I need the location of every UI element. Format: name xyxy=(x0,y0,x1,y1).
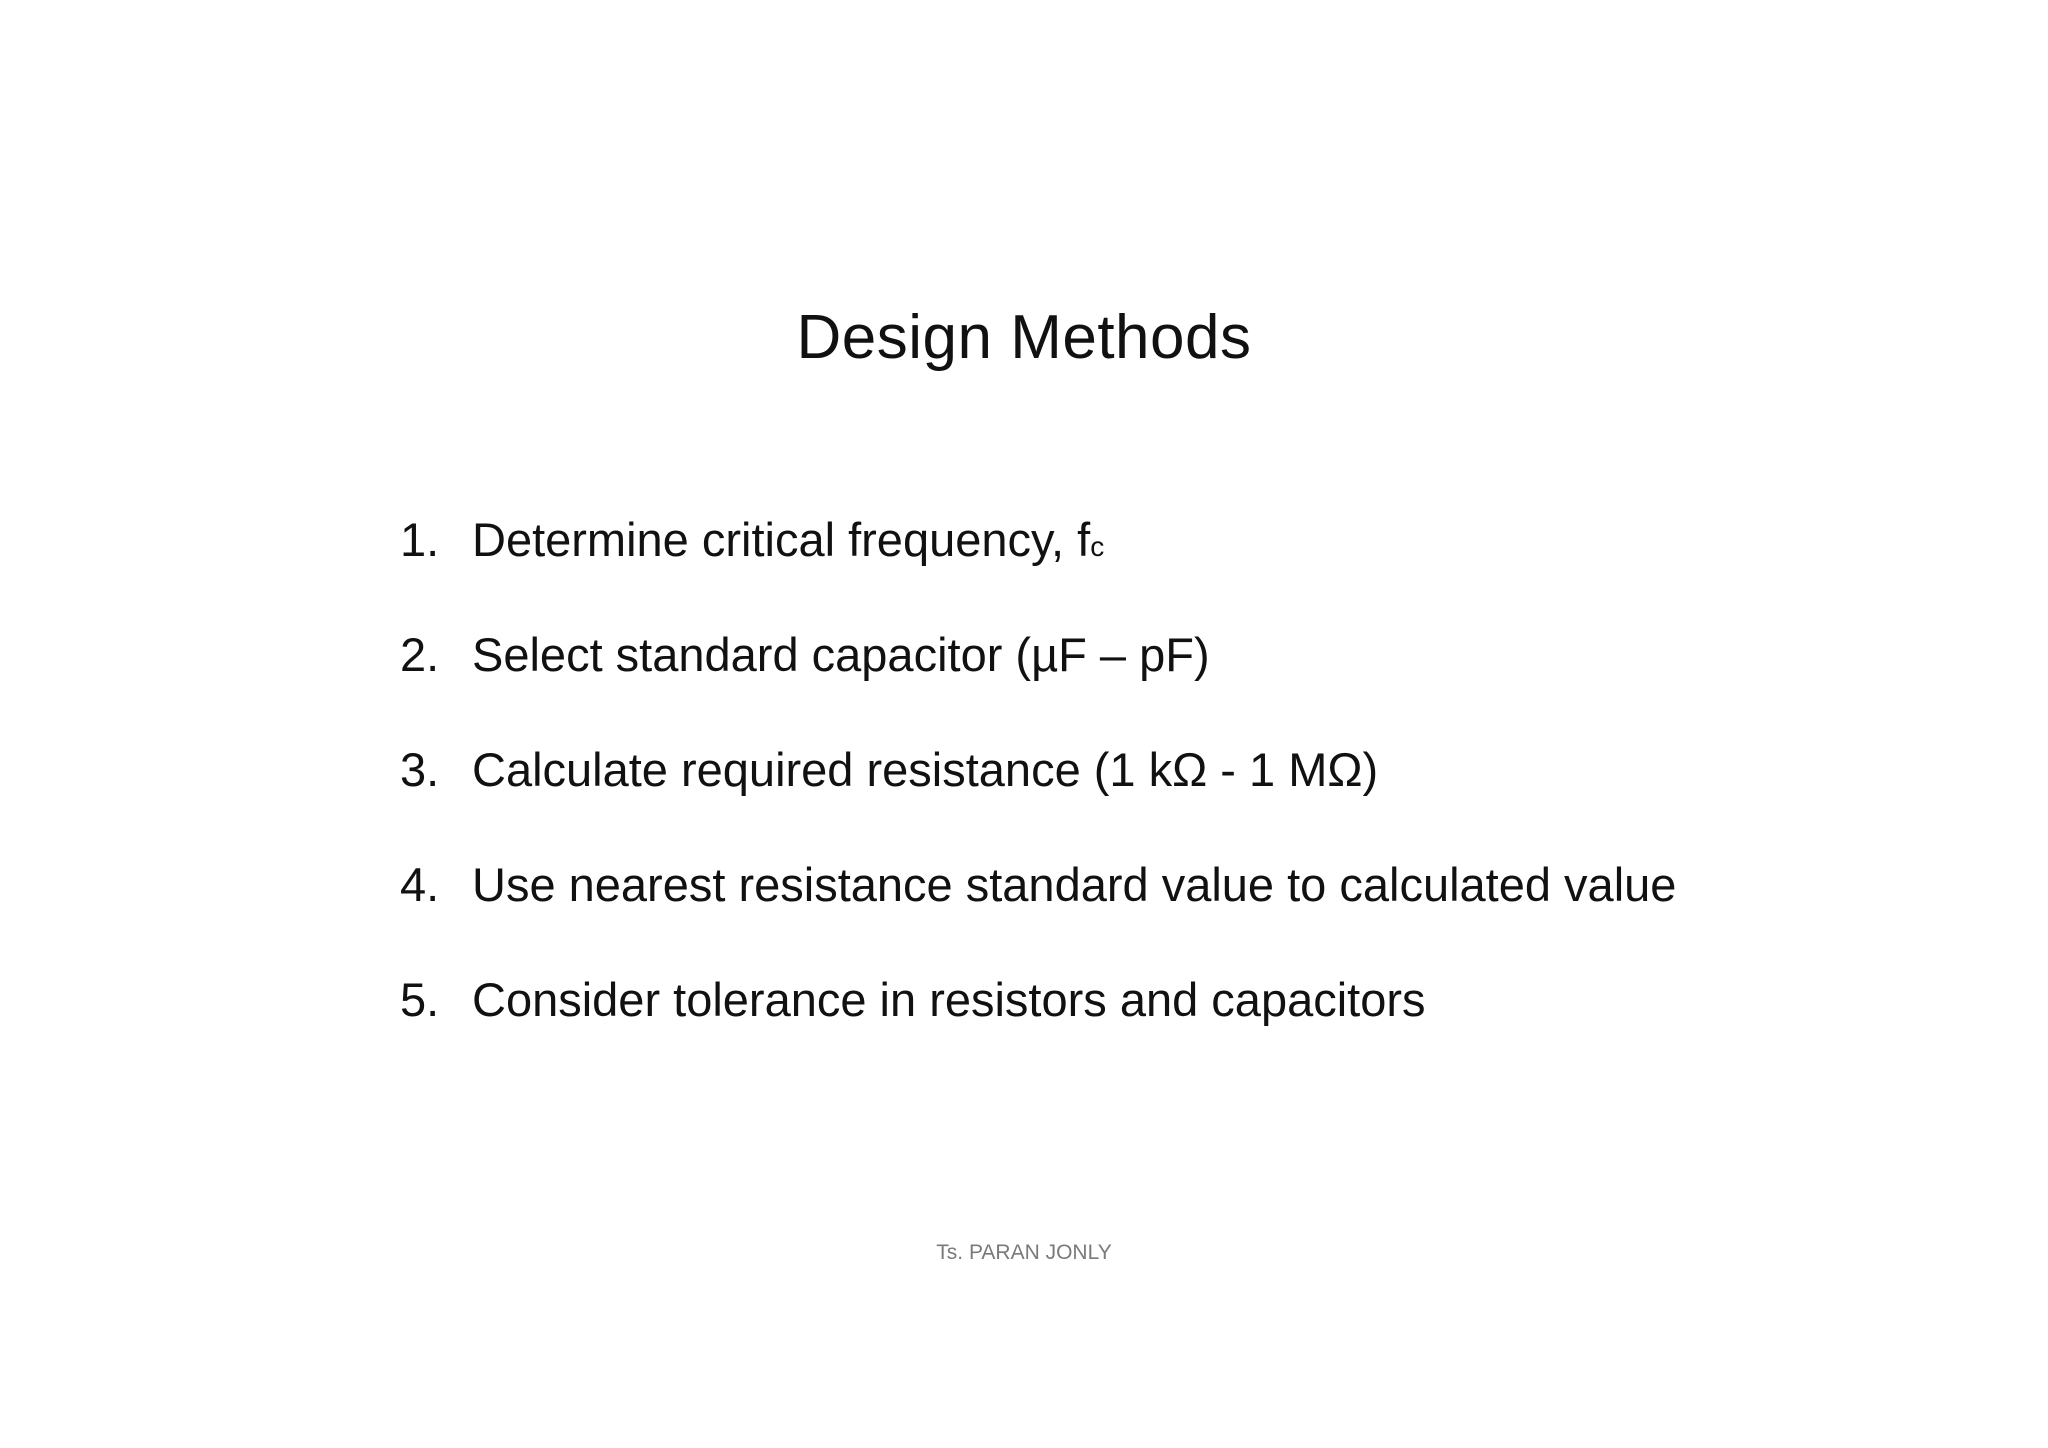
step-subscript: c xyxy=(1090,531,1105,562)
step-number: 3. xyxy=(400,743,440,796)
slide-footer: Ts. PARAN JONLY xyxy=(936,1241,1112,1264)
step-text xyxy=(472,505,1104,582)
step-number: 4. xyxy=(400,858,440,911)
design-steps-list xyxy=(400,505,1676,1080)
step-text: Calculate required resistance (1 kΩ - 1 MΩ) xyxy=(472,743,1379,796)
step-text: Consider tolerance in resistors and capacitors xyxy=(472,973,1426,1026)
list-item xyxy=(400,735,1676,850)
slide-title: Design Methods xyxy=(796,303,1252,372)
step-text: Use nearest resistance standard value to calculated value xyxy=(472,858,1677,911)
step-number: 1. xyxy=(400,513,440,566)
step-text: Select standard capacitor (µF – pF) xyxy=(472,628,1210,681)
step-number: 2. xyxy=(400,628,440,681)
list-item xyxy=(400,620,1676,735)
list-item xyxy=(400,850,1676,965)
list-item xyxy=(400,965,1676,1080)
step-text-main: Determine critical frequency, f xyxy=(472,513,1091,566)
list-item xyxy=(400,505,1676,620)
step-number: 5. xyxy=(400,973,440,1026)
